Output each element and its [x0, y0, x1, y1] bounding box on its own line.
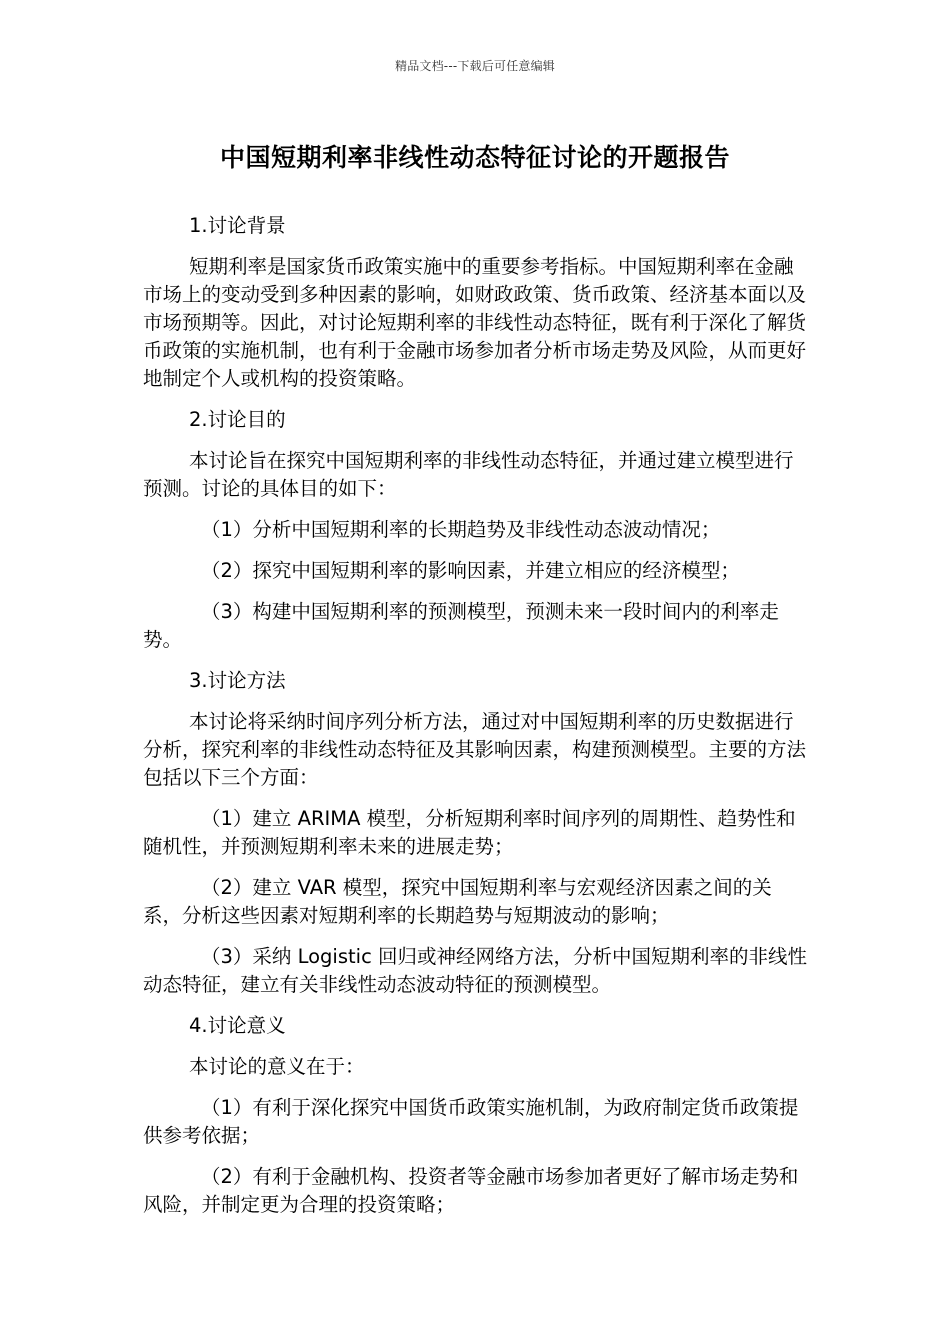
- document-body: [143, 212, 807, 1232]
- paragraph-background: 短期利率是国家货币政策实施中的重要参考指标。中国短期利率在金融市场上的变动受到多种因素的影响，如财政政策、货币政策、经济基本面以及市场预期等。因此，对讨论短期利率的非线性动态特征，既有利于深化了解货币政策的实施机制，也有利于金融市场参加者分析市场走势及风险，从而更好地制定个人或机构的投资策略。: [143, 255, 807, 390]
- paragraph-purpose: 本讨论旨在探究中国短期利率的非线性动态特征，并通过建立模型进行预测。讨论的具体目的如下：: [143, 449, 794, 500]
- page-header: 精品文档---下载后可任意编辑: [395, 59, 555, 73]
- list-item-significance-1: （1）有利于深化探究中国货币政策实施机制，为政府制定货币政策提供参考依据；: [143, 1096, 799, 1147]
- list-item-significance-2: （2）有利于金融机构、投资者等金融市场参加者更好了解市场走势和风险，并制定更为合理的投资策略；: [143, 1165, 799, 1216]
- section-heading-significance: 4.讨论意义: [189, 1014, 286, 1037]
- document-title: 中国短期利率非线性动态特征讨论的开题报告: [219, 143, 730, 172]
- list-item-method-3: （3）采纳 Logistic 回归或神经网络方法，分析中国短期利率的非线性动态特征，建立有关非线性动态波动特征的预测模型。: [143, 945, 807, 996]
- paragraph-method: 本讨论将采纳时间序列分析方法，通过对中国短期利率的历史数据进行分析，探究利率的非线性动态特征及其影响因素，构建预测模型。主要的方法包括以下三个方面：: [143, 710, 807, 789]
- list-item-method-1: （1）建立 ARIMA 模型，分析短期利率时间序列的周期性、趋势性和随机性，并预测短期利率未来的进展走势；: [143, 807, 796, 858]
- section-heading-background: 1.讨论背景: [189, 214, 286, 237]
- section-heading-method: 3.讨论方法: [189, 669, 286, 692]
- list-item-purpose-2: （2）探究中国短期利率的影响因素，并建立相应的经济模型；: [201, 559, 740, 582]
- section-heading-purpose: 2.讨论目的: [189, 408, 286, 431]
- list-item-method-2: （2）建立 VAR 模型，探究中国短期利率与宏观经济因素之间的关系，分析这些因素对短期利率的长期趋势与短期波动的影响；: [143, 876, 772, 927]
- list-item-purpose-3: （3）构建中国短期利率的预测模型，预测未来一段时间内的利率走势。: [143, 600, 779, 651]
- list-item-purpose-1: （1）分析中国短期利率的长期趋势及非线性动态波动情况；: [201, 518, 721, 541]
- paragraph-significance: 本讨论的意义在于：: [189, 1055, 365, 1078]
